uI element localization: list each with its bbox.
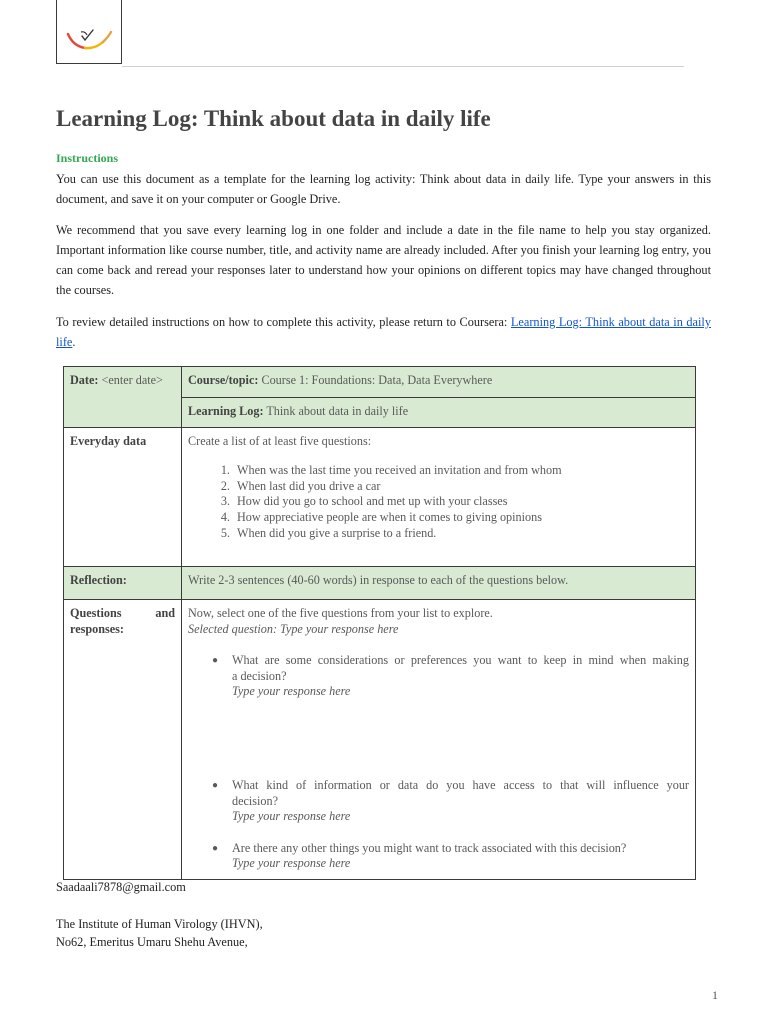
date-cell[interactable] xyxy=(64,367,182,428)
instructions-paragraph-1: You can use this document as a template for the learning log activity: Think about data in daily life. Type your answers in this document, and save it on your computer or Google Drive. xyxy=(56,172,711,206)
reflection-label: Reflection: xyxy=(70,573,127,587)
page-title: Learning Log: Think about data in daily life xyxy=(56,106,491,131)
questions-responses-label-cell xyxy=(64,600,182,880)
questions-responses-label: Questions and xyxy=(70,606,175,620)
learning-log-table xyxy=(63,366,696,880)
response-field[interactable]: Type your response here xyxy=(232,684,351,699)
date-label: Date: xyxy=(70,373,99,387)
prompt-list xyxy=(188,653,689,872)
prompt-question-line: decision? xyxy=(232,793,279,808)
explore-intro: Now, select one of the five questions from your list to explore. xyxy=(188,606,493,620)
course-value: Course 1: Foundations: Data, Data Everywhere xyxy=(261,373,493,387)
date-value[interactable]: <enter date> xyxy=(101,373,163,387)
prompt-question-line: What kind of information or data do you have access to that will influence your xyxy=(232,777,689,792)
instructions-paragraph-3 xyxy=(56,312,711,352)
instructions-prefix: To review detailed instructions on how to complete this activity, please return to Coursera: xyxy=(56,315,511,329)
questions-responses-label-2: responses: xyxy=(70,621,124,636)
bullet-icon: ● xyxy=(212,655,219,667)
course-label: Course/topic: xyxy=(188,373,259,387)
list-item[interactable]: 2. When last did you drive a car xyxy=(233,479,689,495)
prompt-question-line: What are some considerations or preferences you want to keep in mind when making xyxy=(232,653,689,668)
everyday-data-label: Everyday data xyxy=(70,434,147,448)
footer-institute: The Institute of Human Virology (IHVN), xyxy=(56,917,263,931)
prompt-question-line: a decision? xyxy=(232,668,287,683)
instructions-paragraph-2: We recommend that you save every learning log in one folder and include a date in the file name to help you stay organized. Important information like course number, title, and activity name are already included. After you finish your learning log entry, you can come back and reread your responses later to understand how your opinions on different topics may have changed throughout the courses. xyxy=(56,223,711,297)
list-item[interactable]: 1. When was the last time you received an invitation and from whom xyxy=(233,463,689,479)
page-number: 1 xyxy=(712,988,718,1002)
list-item[interactable]: 5. When did you give a surprise to a friend. xyxy=(233,526,689,542)
reflection-text: Write 2-3 sentences (40-60 words) in response to each of the questions below. xyxy=(188,573,569,587)
response-field[interactable]: Type your response here xyxy=(232,856,351,871)
learning-log-cell xyxy=(182,398,696,428)
everyday-data-cell[interactable] xyxy=(182,428,696,567)
reflection-cell xyxy=(182,567,696,600)
list-item[interactable]: 3. How did you go to school and met up with your classes xyxy=(233,494,689,510)
footer-address: No62, Emeritus Umaru Shehu Avenue, xyxy=(56,935,248,949)
questions-responses-cell[interactable] xyxy=(182,600,696,880)
reflection-label-cell xyxy=(64,567,182,600)
list-item[interactable]: 4. How appreciative people are when it comes to giving opinions xyxy=(233,510,689,526)
instructions-heading: Instructions xyxy=(56,151,119,165)
coursera-activity-link[interactable]: Learning Log: Think about data in daily life xyxy=(56,315,711,349)
logo xyxy=(56,0,122,64)
response-field[interactable]: Type your response here xyxy=(232,809,351,824)
selected-question[interactable]: Selected question: Type your response here xyxy=(188,621,399,636)
abstract-face-logo-icon xyxy=(65,22,115,52)
bullet-icon: ● xyxy=(212,842,219,854)
prompt-item xyxy=(188,778,689,825)
prompt-item xyxy=(188,653,689,700)
everyday-intro: Create a list of at least five questions: xyxy=(188,434,372,448)
question-list xyxy=(188,463,689,542)
prompt-question-line: Are there any other things you might want to track associated with this decision? xyxy=(232,840,627,855)
bullet-icon: ● xyxy=(212,779,219,791)
instructions-suffix: . xyxy=(72,335,76,349)
learning-log-label: Learning Log: xyxy=(188,404,264,418)
everyday-data-label-cell xyxy=(64,428,182,567)
prompt-item xyxy=(188,841,689,872)
footer-email: Saadaali7878@gmail.com xyxy=(56,880,186,894)
learning-log-value: Think about data in daily life xyxy=(266,404,409,418)
header-divider xyxy=(122,66,684,67)
course-cell xyxy=(182,367,696,398)
